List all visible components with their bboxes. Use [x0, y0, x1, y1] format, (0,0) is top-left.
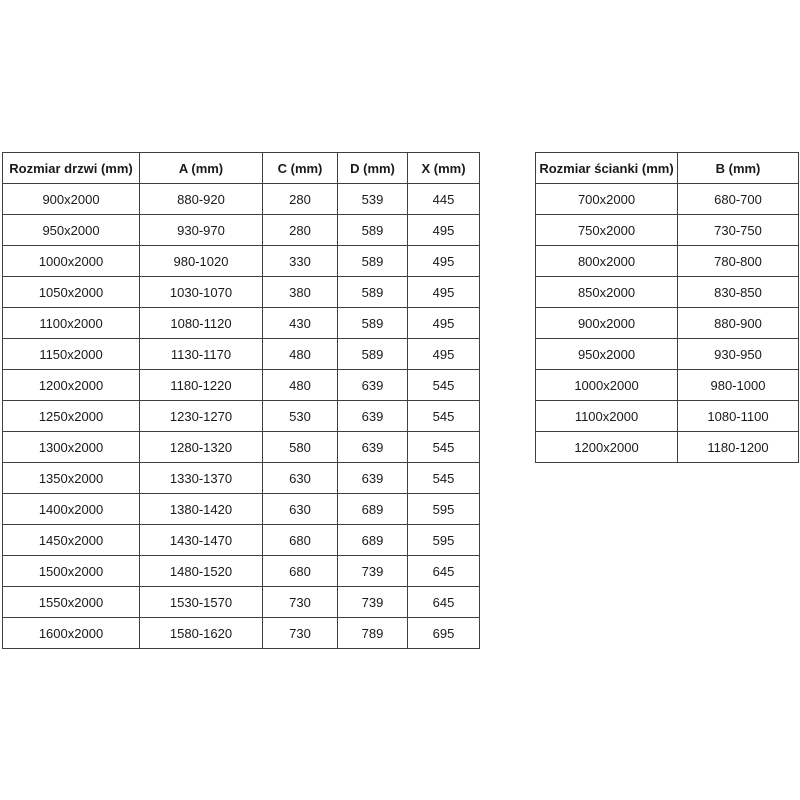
- walls-cell: 1180-1200: [678, 432, 799, 463]
- doors-cell: 495: [408, 277, 480, 308]
- doors-header-cell: Rozmiar drzwi (mm): [3, 153, 140, 184]
- doors-cell: 430: [263, 308, 338, 339]
- walls-cell: 1200x2000: [536, 432, 678, 463]
- doors-header-row: [3, 153, 480, 184]
- walls-cell: 1000x2000: [536, 370, 678, 401]
- walls-cell: 950x2000: [536, 339, 678, 370]
- doors-row: [3, 618, 480, 649]
- door-sizes-table: [2, 152, 480, 649]
- doors-header-cell: D (mm): [338, 153, 408, 184]
- doors-cell: 680: [263, 525, 338, 556]
- doors-cell: 639: [338, 432, 408, 463]
- doors-cell: 1250x2000: [3, 401, 140, 432]
- walls-row: [536, 432, 799, 463]
- doors-cell: 645: [408, 587, 480, 618]
- wall-sizes-table: [535, 152, 799, 463]
- doors-row: [3, 463, 480, 494]
- walls-row: [536, 370, 799, 401]
- doors-cell: 1480-1520: [140, 556, 263, 587]
- doors-cell: 1180-1220: [140, 370, 263, 401]
- doors-row: [3, 215, 480, 246]
- doors-cell: 1000x2000: [3, 246, 140, 277]
- doors-cell: 530: [263, 401, 338, 432]
- doors-row: [3, 339, 480, 370]
- walls-cell: 700x2000: [536, 184, 678, 215]
- doors-cell: 480: [263, 370, 338, 401]
- doors-cell: 1150x2000: [3, 339, 140, 370]
- doors-cell: 739: [338, 587, 408, 618]
- doors-header-cell: A (mm): [140, 153, 263, 184]
- doors-row: [3, 494, 480, 525]
- doors-cell: 595: [408, 494, 480, 525]
- doors-row: [3, 525, 480, 556]
- doors-cell: 539: [338, 184, 408, 215]
- doors-cell: 1350x2000: [3, 463, 140, 494]
- doors-cell: 689: [338, 494, 408, 525]
- doors-cell: 280: [263, 184, 338, 215]
- walls-cell: 680-700: [678, 184, 799, 215]
- doors-cell: 380: [263, 277, 338, 308]
- doors-cell: 495: [408, 215, 480, 246]
- doors-row: [3, 308, 480, 339]
- doors-cell: 445: [408, 184, 480, 215]
- doors-cell: 1450x2000: [3, 525, 140, 556]
- walls-row: [536, 215, 799, 246]
- doors-cell: 689: [338, 525, 408, 556]
- doors-cell: 1100x2000: [3, 308, 140, 339]
- doors-cell: 330: [263, 246, 338, 277]
- doors-cell: 1380-1420: [140, 494, 263, 525]
- walls-cell: 850x2000: [536, 277, 678, 308]
- doors-row: [3, 246, 480, 277]
- doors-cell: 680: [263, 556, 338, 587]
- doors-cell: 589: [338, 339, 408, 370]
- doors-cell: 595: [408, 525, 480, 556]
- doors-cell: 545: [408, 370, 480, 401]
- doors-cell: 630: [263, 494, 338, 525]
- doors-cell: 1580-1620: [140, 618, 263, 649]
- doors-cell: 1230-1270: [140, 401, 263, 432]
- doors-cell: 495: [408, 246, 480, 277]
- doors-header-cell: C (mm): [263, 153, 338, 184]
- walls-row: [536, 339, 799, 370]
- doors-cell: 589: [338, 308, 408, 339]
- doors-row: [3, 556, 480, 587]
- doors-cell: 1080-1120: [140, 308, 263, 339]
- doors-cell: 739: [338, 556, 408, 587]
- walls-cell: 900x2000: [536, 308, 678, 339]
- doors-cell: 695: [408, 618, 480, 649]
- doors-cell: 280: [263, 215, 338, 246]
- walls-cell: 750x2000: [536, 215, 678, 246]
- doors-row: [3, 370, 480, 401]
- doors-cell: 630: [263, 463, 338, 494]
- doors-cell: 1050x2000: [3, 277, 140, 308]
- walls-header-row: [536, 153, 799, 184]
- doors-cell: 1530-1570: [140, 587, 263, 618]
- doors-cell: 1200x2000: [3, 370, 140, 401]
- doors-row: [3, 432, 480, 463]
- doors-cell: 545: [408, 463, 480, 494]
- doors-cell: 639: [338, 370, 408, 401]
- doors-cell: 545: [408, 401, 480, 432]
- doors-cell: 1400x2000: [3, 494, 140, 525]
- walls-row: [536, 277, 799, 308]
- doors-cell: 1300x2000: [3, 432, 140, 463]
- doors-cell: 639: [338, 401, 408, 432]
- doors-cell: 1130-1170: [140, 339, 263, 370]
- walls-row: [536, 401, 799, 432]
- walls-row: [536, 308, 799, 339]
- doors-cell: 1030-1070: [140, 277, 263, 308]
- doors-cell: 1550x2000: [3, 587, 140, 618]
- doors-cell: 730: [263, 618, 338, 649]
- doors-cell: 730: [263, 587, 338, 618]
- doors-cell: 495: [408, 339, 480, 370]
- doors-cell: 589: [338, 277, 408, 308]
- doors-header-cell: X (mm): [408, 153, 480, 184]
- walls-cell: 980-1000: [678, 370, 799, 401]
- doors-cell: 930-970: [140, 215, 263, 246]
- doors-row: [3, 401, 480, 432]
- doors-cell: 580: [263, 432, 338, 463]
- walls-row: [536, 184, 799, 215]
- doors-cell: 1430-1470: [140, 525, 263, 556]
- doors-cell: 950x2000: [3, 215, 140, 246]
- doors-cell: 1330-1370: [140, 463, 263, 494]
- walls-header-cell: B (mm): [678, 153, 799, 184]
- doors-cell: 1280-1320: [140, 432, 263, 463]
- doors-cell: 1600x2000: [3, 618, 140, 649]
- walls-cell: 780-800: [678, 246, 799, 277]
- doors-cell: 1500x2000: [3, 556, 140, 587]
- walls-cell: 880-900: [678, 308, 799, 339]
- walls-cell: 1100x2000: [536, 401, 678, 432]
- walls-row: [536, 246, 799, 277]
- doors-cell: 645: [408, 556, 480, 587]
- doors-cell: 880-920: [140, 184, 263, 215]
- doors-row: [3, 184, 480, 215]
- doors-row: [3, 587, 480, 618]
- walls-header-cell: Rozmiar ścianki (mm): [536, 153, 678, 184]
- doors-cell: 495: [408, 308, 480, 339]
- doors-cell: 639: [338, 463, 408, 494]
- walls-cell: 830-850: [678, 277, 799, 308]
- walls-cell: 800x2000: [536, 246, 678, 277]
- walls-cell: 1080-1100: [678, 401, 799, 432]
- doors-row: [3, 277, 480, 308]
- doors-cell: 789: [338, 618, 408, 649]
- doors-cell: 980-1020: [140, 246, 263, 277]
- doors-cell: 900x2000: [3, 184, 140, 215]
- doors-cell: 589: [338, 215, 408, 246]
- doors-cell: 480: [263, 339, 338, 370]
- doors-cell: 589: [338, 246, 408, 277]
- walls-cell: 730-750: [678, 215, 799, 246]
- doors-cell: 545: [408, 432, 480, 463]
- walls-cell: 930-950: [678, 339, 799, 370]
